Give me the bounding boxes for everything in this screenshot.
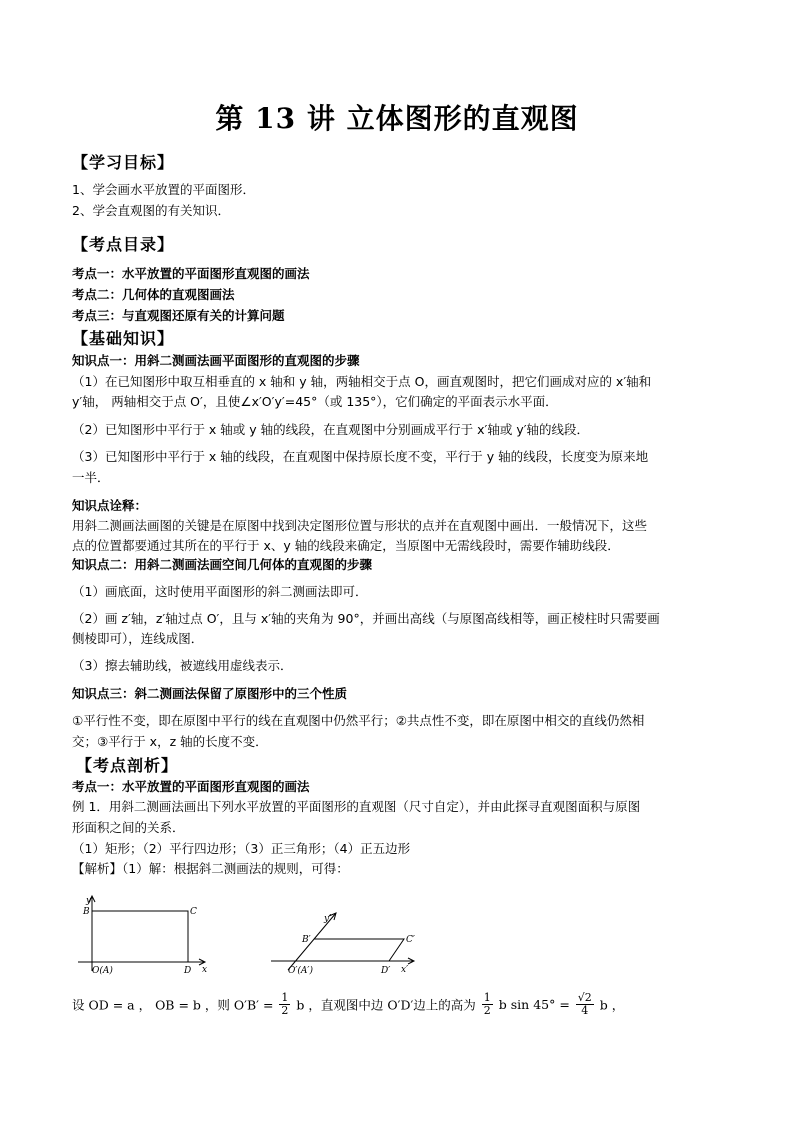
fraction-numerator: 1 xyxy=(281,991,289,1004)
label-D-prime: D′ xyxy=(381,966,391,976)
goal-item: 2、学会直观图的有关知识． xyxy=(72,203,230,218)
label-C: C xyxy=(190,907,197,917)
fraction-one-half xyxy=(482,992,493,1017)
example-text: （1）矩形；（2）平行四边形；（3）正三角形；（4）正五边形 xyxy=(72,841,411,856)
fraction-denominator: 2 xyxy=(483,1004,491,1017)
body-text: 侧棱即可），连线成图． xyxy=(72,631,204,646)
equation-part: b ， xyxy=(599,997,625,1013)
knowledge-point-title: 知识点诠释： xyxy=(72,498,148,513)
label-x-prime: x′ xyxy=(401,965,409,975)
solution-text: 【解析】（1）解：根据斜二测画法的规则，可得： xyxy=(72,861,349,876)
equation-part: 设 OD = a ， OB = b ，则 O′B′ = xyxy=(72,997,274,1013)
label-B-prime: B′ xyxy=(302,935,311,945)
body-text: ①平行性不变，即在原图中平行的线在直观图中仍然平行；②共点性不变，即在原图中相交的直线仍然相 xyxy=(72,713,645,728)
body-text: 交；③平行于 x，z 轴的长度不变． xyxy=(72,734,268,749)
knowledge-point-title: 知识点二：用斜二测画法画空间几何体的直观图的步骤 xyxy=(72,557,373,572)
fraction-one-half xyxy=(279,992,290,1017)
page-title: 第 13 讲 立体图形的直观图 xyxy=(215,102,579,135)
catalog-item: 考点二：几何体的直观图画法 xyxy=(72,287,235,302)
body-text: （3）已知图形中平行于 x 轴的线段，在直观图中保持原长度不变，平行于 y 轴的线段，长度变为原来地 xyxy=(72,449,649,464)
label-O: O(A) xyxy=(92,966,113,976)
label-B: B xyxy=(83,907,90,917)
catalog-item: 考点三：与直观图还原有关的计算问题 xyxy=(72,308,285,323)
rectangle-edges xyxy=(92,911,188,962)
parallelogram-edges xyxy=(314,939,404,961)
label-O-prime: O′(A′) xyxy=(288,966,313,976)
example-text: 形面积之间的关系． xyxy=(72,820,185,835)
equation-part: b ，直观图中边 O′D′边上的高为 xyxy=(296,997,476,1013)
body-text: 点的位置都要通过其所在的平行于 x、y 轴的线段来确定，当原图中无需线段时，需要作辅助线段． xyxy=(72,538,620,553)
equation-line xyxy=(72,992,624,1022)
body-text: （2）画 z′轴，z′轴过点 O′，且与 x′轴的夹角为 90°，并画出高线（与原图高线相等，画正棱柱时只需要画 xyxy=(72,611,660,626)
fraction-numerator: √2 xyxy=(577,991,592,1004)
catalog-item: 考点一：水平放置的平面图形直观图的画法 xyxy=(72,266,310,281)
example-text: 例 1．用斜二测画法画出下列水平放置的平面图形的直观图（尺寸自定），并由此探寻直观图面积与原图 xyxy=(72,799,641,814)
body-text: （1）画底面，这时使用平面图形的斜二测画法即可． xyxy=(72,584,368,599)
figure-oblique-parallelogram xyxy=(266,908,426,978)
goal-item: 1、学会画水平放置的平面图形． xyxy=(72,182,255,197)
section-heading-basics: 【基础知识】 xyxy=(72,329,175,348)
body-text: 一半． xyxy=(72,470,110,485)
section-heading-analysis: 【考点剖析】 xyxy=(76,756,179,775)
label-y: y xyxy=(86,896,92,906)
fraction-denominator: 2 xyxy=(281,1004,289,1017)
label-D: D xyxy=(184,966,192,976)
body-text: y′轴， 两轴相交于点 O′，且使∠x′O′y′=45°（或 135°），它们确定的平面表示水平面． xyxy=(72,394,558,409)
body-text: 用斜二测画法画图的关键是在原图中找到决定图形位置与形状的点并在直观图中画出．一般情况下，这些 xyxy=(72,518,648,533)
section-heading-catalog: 【考点目录】 xyxy=(72,235,175,254)
figure-original-rectangle xyxy=(76,893,216,978)
fraction-root2-over-4 xyxy=(576,992,594,1017)
fraction-denominator: 4 xyxy=(581,1004,589,1017)
knowledge-point-title: 知识点三：斜二测画法保留了原图形中的三个性质 xyxy=(72,686,348,701)
fraction-numerator: 1 xyxy=(483,991,491,1004)
label-x: x xyxy=(202,965,208,975)
section-heading-goals: 【学习目标】 xyxy=(72,153,175,172)
knowledge-point-title: 知识点一：用斜二测画法画平面图形的直观图的步骤 xyxy=(72,353,360,368)
equation-part: b sin 45° = xyxy=(498,997,570,1012)
body-text: （2）已知图形中平行于 x 轴或 y 轴的线段，在直观图中分别画成平行于 x′轴或 y′轴的线段． xyxy=(72,422,590,437)
body-text: （1）在已知图形中取互相垂直的 x 轴和 y 轴，两轴相交于点 O，画直观图时，把它们画成对应的 x′轴和 xyxy=(72,374,652,389)
label-C-prime: C′ xyxy=(406,935,415,945)
body-text: （3）擦去辅助线，被遮线用虚线表示． xyxy=(72,658,293,673)
topic-title: 考点一：水平放置的平面图形直观图的画法 xyxy=(72,779,310,794)
label-y-prime: y′ xyxy=(324,914,332,924)
